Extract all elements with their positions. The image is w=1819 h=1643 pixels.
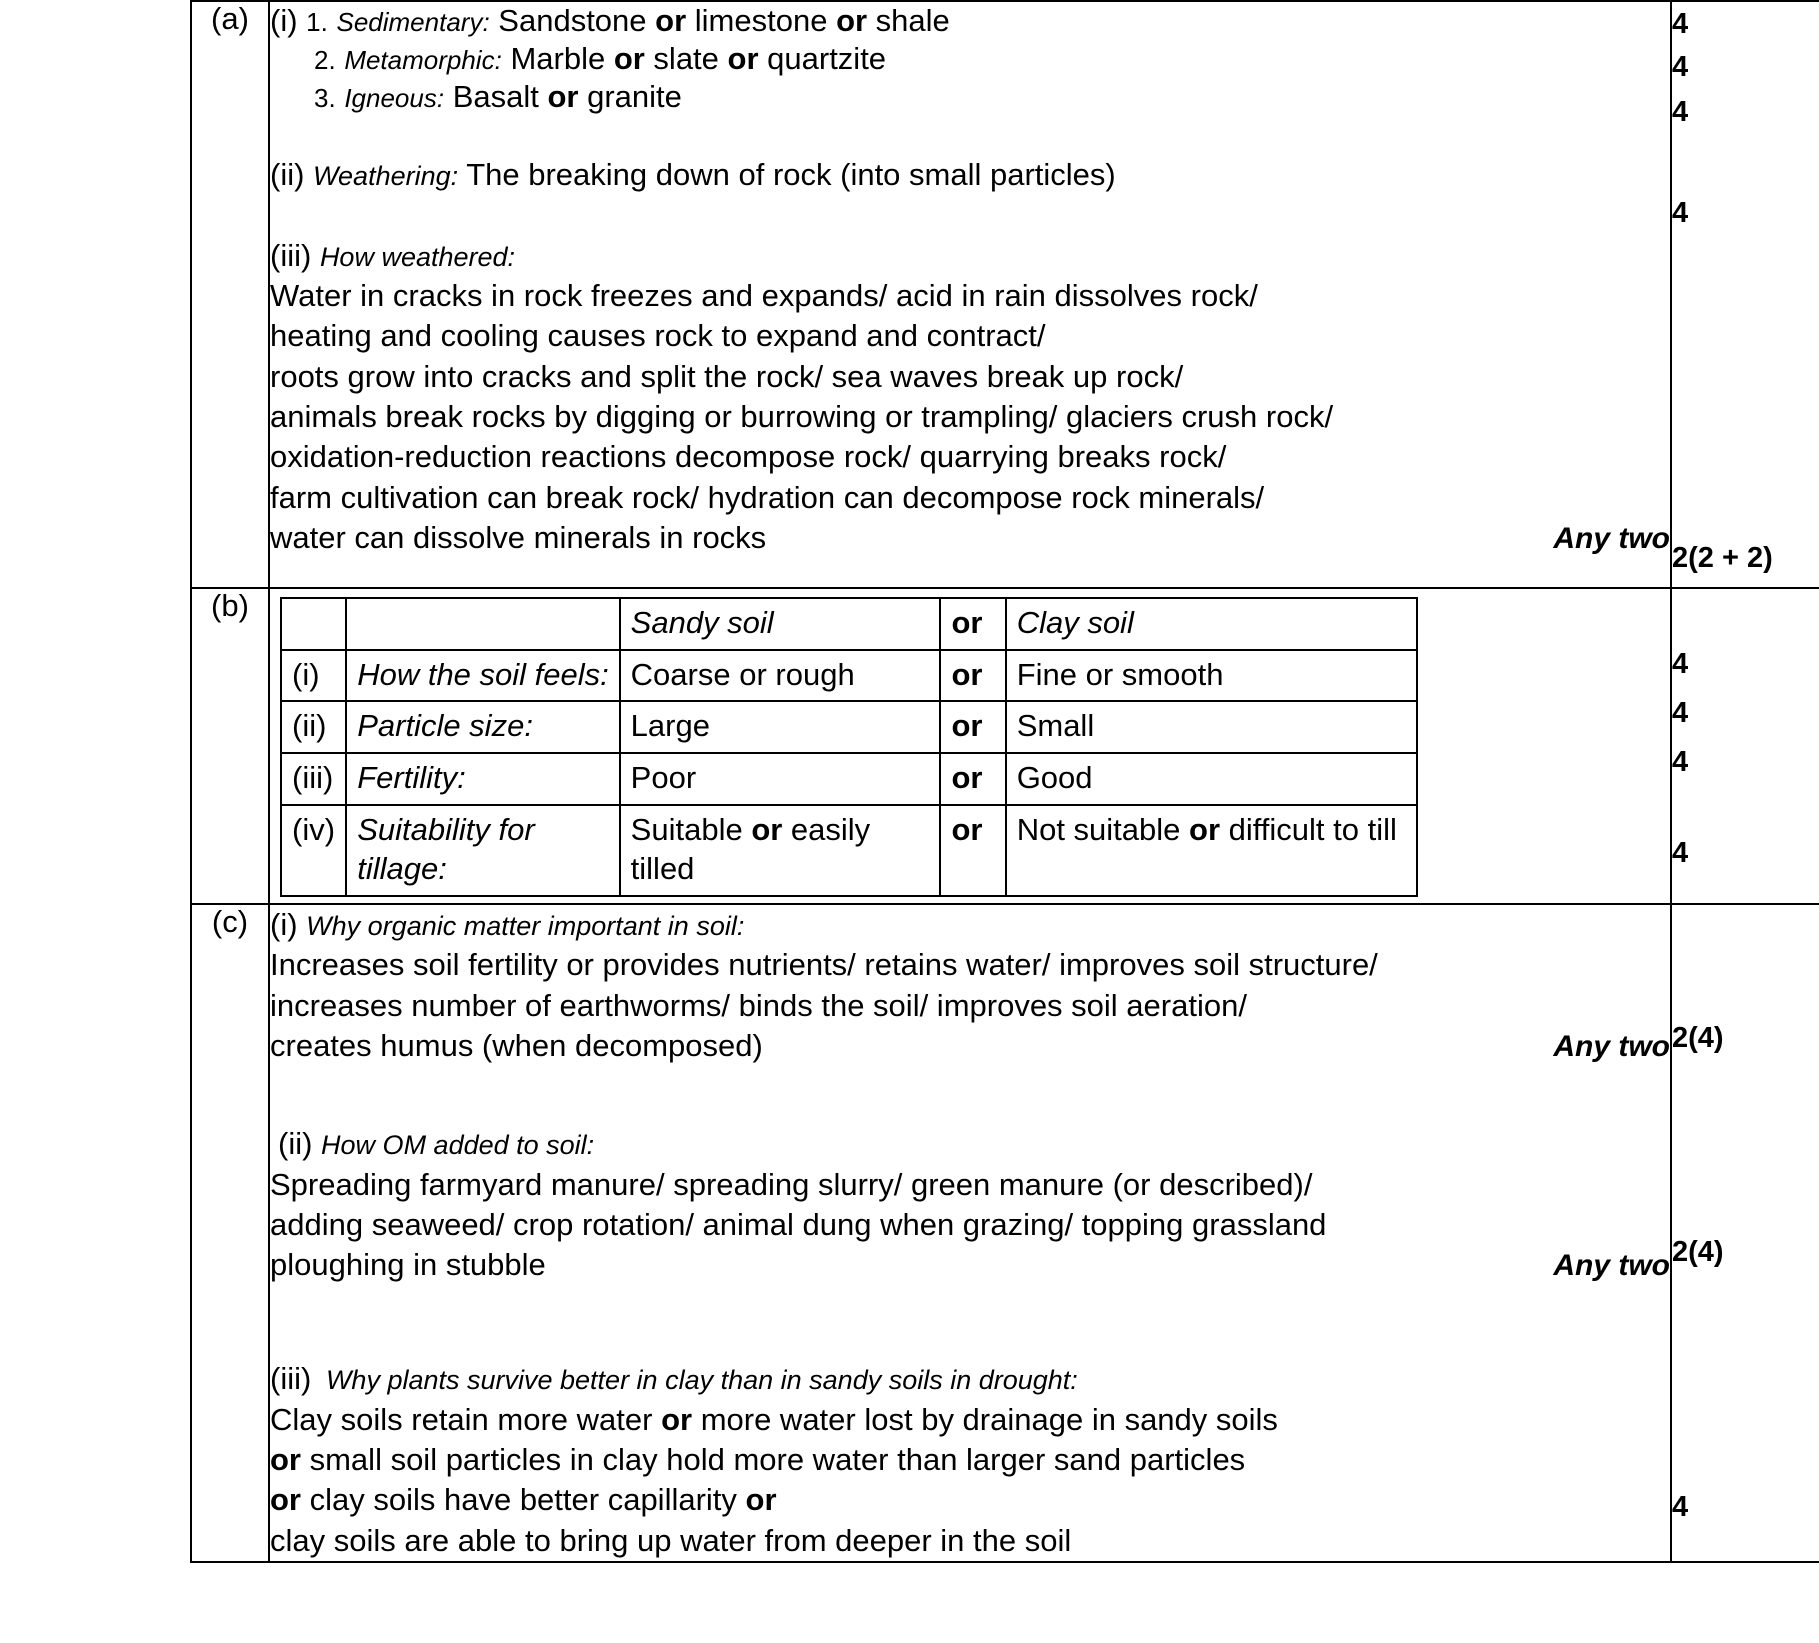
marks-a-i-3: 4 xyxy=(1672,96,1689,128)
soil-row-1-sandy: Coarse or rough xyxy=(620,650,941,702)
rock-item-2 xyxy=(270,40,1670,78)
rock-item-1-answer-post: shale xyxy=(867,3,950,38)
soil-row-3-clay: Good xyxy=(1006,753,1417,805)
soil-row-2-marker: (ii) xyxy=(281,701,346,753)
rock-item-2-answer-pre: Marble xyxy=(510,40,614,76)
rock-item-3 xyxy=(270,78,1670,116)
part-a-ii xyxy=(270,155,1670,195)
rock-item-1-category: Sedimentary: xyxy=(336,7,490,37)
rock-item-1-or-1: or xyxy=(655,3,687,38)
organic-matter-line-1: Increases soil fertility or provides nutrients/ retains water/ improves soil structure/ xyxy=(270,947,1378,983)
part-marker-iii: (iii) xyxy=(270,237,312,273)
part-marker-c-i: (i) xyxy=(270,907,298,943)
marks-b-iii: 4 xyxy=(1672,746,1689,778)
soil-row-4-sandy-post: easily tilled xyxy=(630,811,871,887)
how-weathered-line-2: heating and cooling causes rock to expand and contract/ xyxy=(270,318,1046,354)
marking-scheme-table xyxy=(190,0,1819,1563)
soil-table-header-row xyxy=(281,598,1417,650)
soil-row-2-or: or xyxy=(940,701,1005,753)
soil-row-4-clay xyxy=(1006,805,1417,896)
marks-b-ii: 4 xyxy=(1672,697,1689,729)
how-weathered-last-row xyxy=(270,518,1670,558)
soil-header-sandy: Sandy soil xyxy=(620,598,941,650)
rock-item-1-answer-mid: limestone xyxy=(686,3,837,38)
organic-matter-line-2: increases number of earthworms/ binds the soil/ improves soil aeration/ xyxy=(270,987,1247,1023)
om-added-line-3: ploughing in stubble xyxy=(270,1247,546,1283)
part-c-iii-heading-row xyxy=(270,1359,1670,1399)
marks-stack-c xyxy=(1672,905,1819,1522)
marks-b-i: 4 xyxy=(1672,648,1689,680)
marks-a-i-2: 4 xyxy=(1672,51,1689,83)
how-weathered-line-5: oxidation-reduction reactions decompose rock/ quarrying breaks rock/ xyxy=(270,439,1227,475)
soil-row-2-sandy: Large xyxy=(620,701,941,753)
rock-item-3-or-1: or xyxy=(547,78,579,114)
drought-heading: Why plants survive better in clay than in sandy soils in drought: xyxy=(325,1365,1078,1396)
how-weathered-line-4: animals break rocks by digging or burrowing or trampling/ glaciers crush rock/ xyxy=(270,398,1334,434)
soil-row-1-or: or xyxy=(940,650,1005,702)
rock-item-1 xyxy=(270,2,1670,40)
soil-row-4-sandy xyxy=(620,805,941,896)
rock-item-1-or-2: or xyxy=(836,3,868,38)
section-body-a xyxy=(269,1,1671,588)
om-added-heading: How OM added to soil: xyxy=(321,1130,595,1161)
section-body-b xyxy=(269,588,1671,904)
soil-row-4-marker: (iv) xyxy=(281,805,346,896)
om-added-line-2: adding seaweed/ crop rotation/ animal dung when grazing/ topping grassland xyxy=(270,1206,1327,1242)
part-marker-c-ii: (ii) xyxy=(278,1126,313,1162)
any-two-note-c-i: Any two xyxy=(1553,1029,1670,1063)
rock-item-3-number: 3. xyxy=(314,82,336,113)
soil-row-3-marker: (iii) xyxy=(281,753,346,805)
part-c-ii-heading-row xyxy=(270,1124,1670,1164)
organic-matter-line-3: creates humus (when decomposed) xyxy=(270,1027,763,1063)
section-label-a: (a) xyxy=(191,1,269,588)
how-weathered-line-7: water can dissolve minerals in rocks xyxy=(270,519,767,555)
table-row xyxy=(281,805,1417,896)
marks-a-i-1: 4 xyxy=(1672,8,1689,40)
soil-header-or: or xyxy=(940,598,1005,650)
how-weathered-line-1: Water in cracks in rock freezes and expands/ acid in rain dissolves rock/ xyxy=(270,278,1258,314)
soil-header-prop xyxy=(346,598,619,650)
soil-row-2-clay: Small xyxy=(1006,701,1417,753)
marks-c-iii: 4 xyxy=(1672,1491,1689,1524)
part-c-i-heading-row xyxy=(270,905,1670,945)
drought-line-3 xyxy=(270,1480,1670,1520)
part-marker-i: (i) xyxy=(270,3,298,38)
marks-stack-a xyxy=(1672,2,1819,573)
rock-item-2-answer-post: quartzite xyxy=(758,40,887,76)
rock-item-2-or-1: or xyxy=(613,40,645,76)
table-row xyxy=(281,650,1417,702)
spacer-c-1 xyxy=(270,1066,1670,1106)
soil-row-4-sandy-or: or xyxy=(751,811,783,847)
rock-item-2-category: Metamorphic: xyxy=(344,44,502,75)
drought-line-3-or-2: or xyxy=(745,1482,777,1518)
marks-a-ii: 4 xyxy=(1672,197,1689,229)
marks-column-a xyxy=(1671,1,1819,588)
drought-line-3-post: clay soils have better capillarity xyxy=(301,1482,746,1518)
rock-item-3-category: Igneous: xyxy=(344,82,445,113)
rock-item-3-answer-mid: granite xyxy=(578,78,682,114)
section-label-c: (c) xyxy=(191,904,269,1562)
marks-stack-b xyxy=(1672,589,1819,868)
soil-row-4-property: Suitability for tillage: xyxy=(346,805,619,896)
spacer-a-2 xyxy=(270,196,1670,236)
drought-line-4: clay soils are able to bring up water from deeper in the soil xyxy=(270,1522,1072,1558)
drought-line-1 xyxy=(270,1400,1670,1440)
soil-header-clay: Clay soil xyxy=(1006,598,1417,650)
marks-column-c xyxy=(1671,904,1819,1562)
section-row-b xyxy=(191,588,1819,904)
drought-line-1-pre: Clay soils retain more water xyxy=(270,1401,662,1437)
organic-matter-last-row xyxy=(270,1026,1670,1066)
weathering-answer: The breaking down of rock (into small particles) xyxy=(458,157,1116,193)
om-added-last-row xyxy=(270,1245,1670,1285)
soil-row-4-clay-or: or xyxy=(1189,811,1221,847)
how-weathered-line-3: roots grow into cracks and split the rock/ sea waves break up rock/ xyxy=(270,358,1184,394)
spacer-a-1 xyxy=(270,115,1670,155)
spacer-c-2b xyxy=(270,1325,1670,1359)
soil-row-3-sandy: Poor xyxy=(620,753,941,805)
organic-matter-heading: Why organic matter important in soil: xyxy=(306,911,745,942)
drought-line-2-or: or xyxy=(270,1442,301,1477)
marks-a-iii: 2(2 + 2) xyxy=(1672,542,1773,574)
section-row-a xyxy=(191,1,1819,588)
marks-b-iv: 4 xyxy=(1672,837,1689,869)
any-two-note-a: Any two xyxy=(1553,521,1670,555)
marks-column-b xyxy=(1671,588,1819,904)
soil-row-3-property: Fertility: xyxy=(346,753,619,805)
spacer-c-1b xyxy=(270,1106,1670,1124)
rock-item-2-answer-mid: slate xyxy=(644,40,728,76)
part-a-i xyxy=(270,2,1670,558)
soil-comparison-table xyxy=(280,597,1418,897)
soil-row-2-property: Particle size: xyxy=(346,701,619,753)
any-two-note-c-ii: Any two xyxy=(1553,1249,1670,1283)
drought-line-1-post: more water lost by drainage in sandy soils xyxy=(692,1401,1278,1437)
rock-item-1-number: 1. xyxy=(306,7,328,37)
rock-item-2-or-2: or xyxy=(727,40,759,76)
soil-row-3-or: or xyxy=(940,753,1005,805)
soil-header-rn xyxy=(281,598,346,650)
rock-item-1-answer-pre: Sandstone xyxy=(498,3,656,38)
weathering-heading: Weathering: xyxy=(313,161,459,192)
soil-row-1-property: How the soil feels: xyxy=(346,650,619,702)
marks-c-i: 2(4) xyxy=(1672,1022,1724,1055)
marks-c-ii: 2(4) xyxy=(1672,1236,1724,1269)
drought-line-2-post: small soil particles in clay hold more water than larger sand particles xyxy=(301,1442,1246,1477)
drought-line-2 xyxy=(270,1440,1670,1480)
section-body-c xyxy=(269,904,1671,1562)
part-marker-ii: (ii) xyxy=(270,157,305,193)
spacer-c-2 xyxy=(270,1285,1670,1325)
rock-item-3-answer-pre: Basalt xyxy=(452,78,548,114)
om-added-line-1: Spreading farmyard manure/ spreading slurry/ green manure (or described)/ xyxy=(270,1166,1313,1202)
soil-row-4-sandy-pre: Suitable xyxy=(630,811,752,847)
drought-line-1-or: or xyxy=(661,1401,693,1437)
soil-row-4-clay-post: difficult to till xyxy=(1220,811,1397,847)
how-weathered-heading: How weathered: xyxy=(319,241,516,272)
table-row xyxy=(281,701,1417,753)
drought-line-3-or: or xyxy=(270,1482,301,1518)
soil-row-4-or: or xyxy=(940,805,1005,896)
section-row-c xyxy=(191,904,1819,1562)
part-marker-c-iii: (iii) xyxy=(270,1361,312,1397)
section-label-b: (b) xyxy=(191,588,269,904)
how-weathered-line-6: farm cultivation can break rock/ hydration can decompose rock minerals/ xyxy=(270,479,1265,515)
soil-row-4-clay-pre: Not suitable xyxy=(1016,811,1190,847)
soil-row-1-clay: Fine or smooth xyxy=(1006,650,1417,702)
table-row xyxy=(281,753,1417,805)
part-a-iii-heading-row xyxy=(270,236,1670,276)
rock-item-2-number: 2. xyxy=(314,44,336,75)
soil-row-1-marker: (i) xyxy=(281,650,346,702)
